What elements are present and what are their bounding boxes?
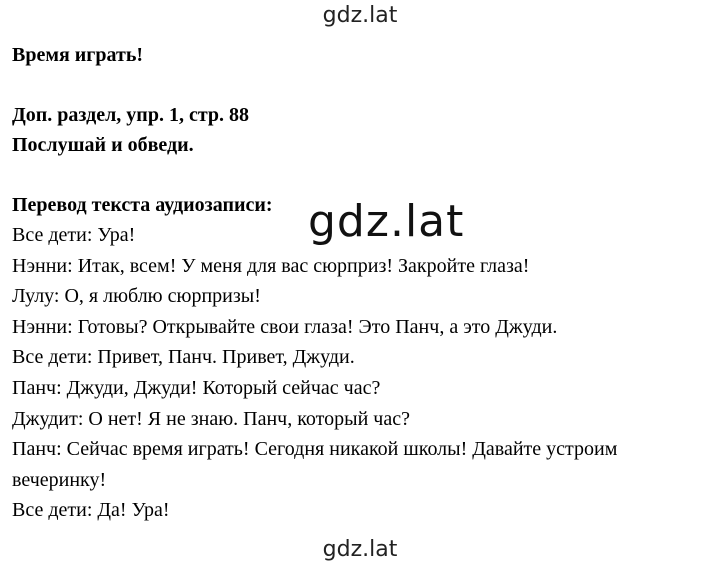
watermark-middle: gdz.lat bbox=[308, 196, 465, 247]
document-body bbox=[12, 40, 712, 526]
dialogue-line: Лулу: О, я люблю сюрпризы! bbox=[12, 285, 261, 308]
dialogue-line: Все дети: Да! Ура! bbox=[12, 499, 170, 522]
document-title: Время играть! bbox=[12, 44, 144, 66]
dialogue-line: Все дети: Ура! bbox=[12, 224, 136, 246]
watermark-bottom: gdz.lat bbox=[322, 537, 398, 562]
dialogue-line: Все дети: Привет, Панч. Привет, Джуди. bbox=[12, 346, 355, 369]
dialogue-line: Панч: Сейчас время играть! Сегодня никакой школы! Давайте устроим bbox=[12, 438, 618, 461]
dialogue-line: Панч: Джуди, Джуди! Который сейчас час? bbox=[12, 376, 381, 399]
dialogue-line: Нэнни: Готовы? Открывайте свои глаза! Это Панч, а это Джуди. bbox=[12, 315, 558, 338]
translation-heading: Перевод текста аудиозаписи: bbox=[12, 194, 273, 216]
exercise-instruction: Послушай и обведи. bbox=[12, 134, 194, 156]
spacer bbox=[12, 70, 712, 100]
dialogue-line: Нэнни: Итак, всем! У меня для вас сюрприз! Закройте глаза! bbox=[12, 254, 530, 277]
spacer bbox=[12, 160, 712, 190]
dialogue-line: вечеринку! bbox=[12, 468, 107, 491]
dialogue-line: Джудит: О нет! Я не знаю. Панч, который час? bbox=[12, 407, 410, 430]
watermark-top: gdz.lat bbox=[322, 3, 398, 28]
exercise-reference: Доп. раздел, упр. 1, стр. 88 bbox=[12, 104, 250, 126]
